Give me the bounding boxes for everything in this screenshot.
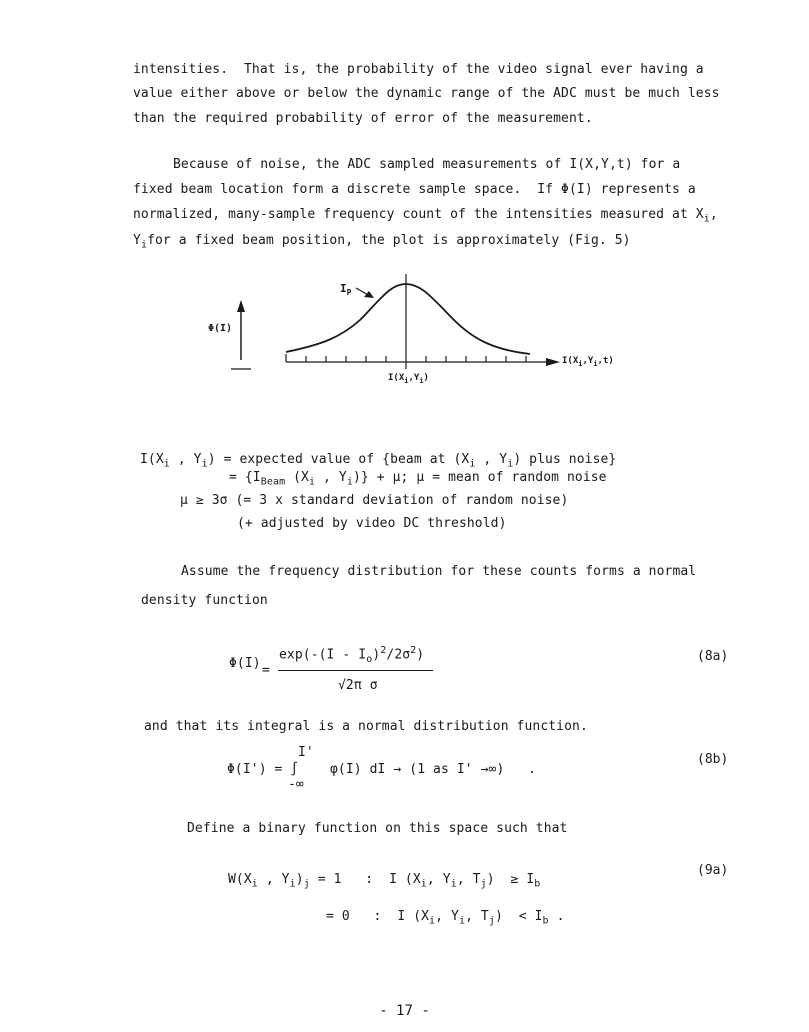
subscript: i — [289, 878, 296, 890]
text-segment: ) < I — [494, 909, 543, 924]
subscript: i — [593, 359, 598, 368]
subscript: Beam — [260, 476, 286, 488]
text-segment: I(X — [140, 452, 164, 467]
subscript: i — [346, 476, 353, 488]
subscript: i — [469, 458, 476, 470]
text-line — [133, 207, 718, 225]
text-segment: , T — [456, 872, 481, 887]
text-segment: = {I — [229, 470, 261, 485]
subscript: j — [480, 878, 487, 890]
text-segment: , Y — [169, 452, 202, 467]
subscript: i — [450, 878, 457, 890]
text-segment: = 0 : I (X — [326, 909, 430, 924]
text-segment: I — [340, 282, 347, 295]
text-segment: exp(-(I - I — [279, 647, 367, 663]
subscript: i — [507, 458, 514, 470]
text-segment: W(X — [228, 872, 252, 887]
subscript: P — [346, 288, 352, 298]
text-line: density function — [141, 593, 268, 608]
text-line: and that its integral is a normal distribution function. — [144, 719, 588, 734]
text-segment: I(X — [562, 356, 579, 366]
text-segment: Y — [133, 233, 141, 248]
subscript: b — [542, 915, 549, 927]
text-segment: , Y — [315, 470, 347, 485]
noise-condition-line: μ ≥ 3σ (= 3 x standard deviation of random noise) — [180, 493, 569, 508]
center-x-label — [388, 373, 429, 385]
subscript: i — [420, 878, 427, 890]
figure-5-gaussian-plot — [208, 270, 630, 395]
text-line: value either above or below the dynamic range of the ADC must be much less — [133, 86, 720, 101]
eq9a-line-2 — [326, 909, 565, 927]
text-segment: ) ≥ I — [486, 872, 535, 887]
dc-threshold-line: (+ adjusted by video DC threshold) — [237, 516, 507, 531]
text-segment: . — [548, 909, 565, 924]
text-segment: /2σ — [386, 647, 411, 663]
eq8b-number: (8b) — [697, 752, 729, 767]
text-line — [133, 233, 631, 251]
subscript: i — [404, 376, 409, 385]
eq8b-lhs: Φ(I') = ∫ — [227, 762, 299, 777]
expected-value-line — [229, 470, 607, 488]
text-segment: ,t) — [597, 356, 614, 366]
text-line: Because of noise, the ADC sampled measurements of I(X,Y,t) for a — [173, 157, 681, 172]
eq8a-numerator — [279, 645, 424, 665]
text-segment: ) plus noise} — [513, 452, 617, 467]
text-segment: , T — [465, 909, 489, 924]
phi-axis-label: Φ(I) — [208, 323, 233, 334]
subscript: i — [458, 915, 466, 927]
subscript: i — [419, 376, 424, 385]
text-segment: ,Y — [408, 373, 420, 383]
x-axis-label — [562, 356, 614, 368]
text-line: fixed beam location form a discrete sample space. If Φ(I) represents a — [133, 182, 696, 197]
text-line: than the required probability of error of the measurement. — [133, 111, 593, 126]
eq9a-line-1 — [228, 872, 540, 890]
text-segment: , Y — [435, 909, 459, 924]
text-segment: , — [709, 207, 718, 222]
eq8b-upper-limit: I' — [298, 745, 314, 760]
eq9a-number: (9a) — [697, 863, 729, 878]
text-line: Define a binary function on this space such that — [187, 821, 568, 836]
subscript: b — [534, 878, 541, 890]
peak-label — [340, 282, 351, 297]
expected-value-line — [140, 452, 616, 470]
eq8a-lhs: Φ(I) — [229, 656, 261, 671]
text-segment: normalized, many-sample frequency count of the intensities measured at X — [133, 207, 704, 222]
subscript: i — [308, 476, 316, 488]
text-segment: ) = expected value of {beam at (X — [207, 452, 470, 467]
subscript: o — [366, 653, 373, 665]
text-segment: (X — [285, 470, 309, 485]
eq8a-equals: = — [262, 663, 270, 678]
text-segment: ) — [295, 872, 304, 887]
text-segment: I(X — [388, 373, 405, 383]
subscript: i — [703, 213, 710, 225]
superscript: 2 — [380, 645, 387, 656]
eq8a-denominator: √2π σ — [338, 678, 378, 693]
gaussian-curve — [286, 284, 530, 354]
subscript: j — [488, 915, 495, 927]
text-segment: , Y — [475, 452, 508, 467]
text-segment: )} + μ; μ = mean of random noise — [352, 470, 607, 485]
text-segment: ) — [416, 647, 425, 663]
text-segment: ) — [372, 647, 381, 663]
eq8a-fraction-bar — [278, 670, 433, 671]
page-number: - 17 - — [379, 1003, 430, 1019]
eq8a-number: (8a) — [697, 649, 729, 664]
text-segment: , Y — [426, 872, 451, 887]
superscript: 2 — [410, 645, 417, 656]
text-segment: ) — [423, 373, 429, 383]
subscript: i — [251, 878, 258, 890]
subscript: i — [201, 458, 208, 470]
peak-label-pointer-head — [364, 291, 374, 298]
text-line: intensities. That is, the probability of the video signal ever having a — [133, 62, 704, 77]
text-segment: for a fixed beam position, the plot is approximately (Fig. 5) — [147, 233, 631, 248]
eq8b-lower-limit: -∞ — [288, 777, 304, 792]
text-segment: , Y — [257, 872, 290, 887]
text-line: Assume the frequency distribution for these counts forms a normal — [181, 564, 697, 579]
eq8b-rhs: φ(I) dI → (1 as I' →∞) . — [330, 762, 537, 777]
x-axis-arrowhead — [546, 358, 560, 366]
phi-axis-arrowhead — [237, 300, 245, 312]
subscript: i — [140, 239, 148, 251]
text-segment: = 1 : I (X — [309, 872, 421, 887]
text-segment: ,Y — [582, 356, 594, 366]
subscript: j — [303, 878, 310, 890]
subscript: i — [163, 458, 170, 470]
subscript: i — [429, 915, 436, 927]
subscript: i — [578, 359, 583, 368]
